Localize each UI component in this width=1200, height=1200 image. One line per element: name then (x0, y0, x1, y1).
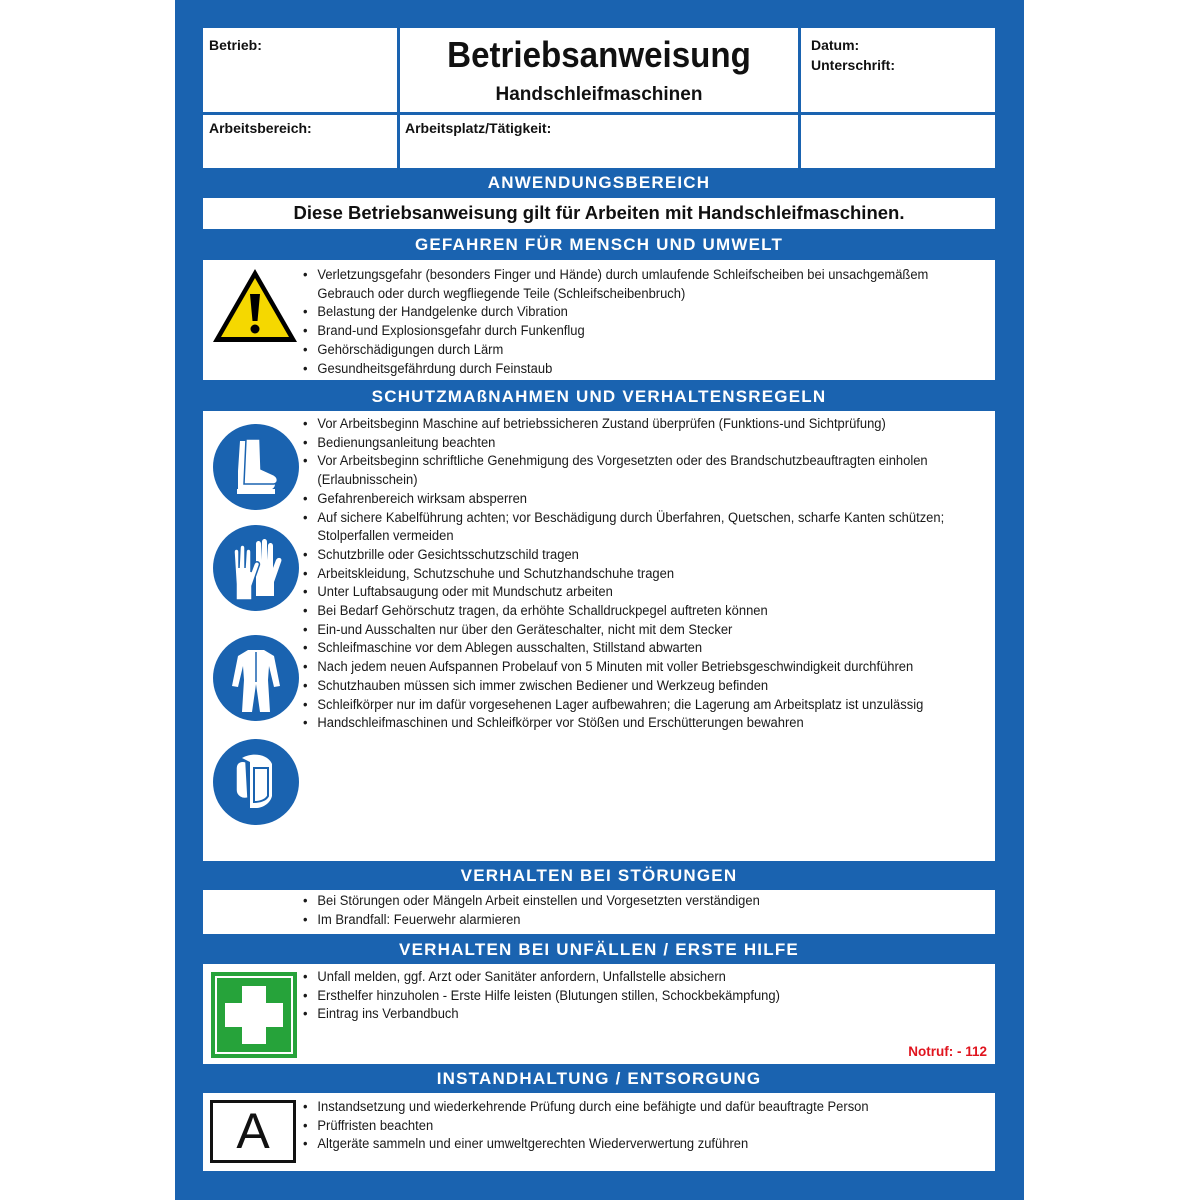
notruf-label: Notruf: - 112 (908, 1044, 987, 1059)
list-item: • Gesundheitsgefährdung durch Feinstaub (303, 360, 965, 379)
anwendungsbereich-text: Diese Betriebsanweisung gilt für Arbeiten mit Handschleifmaschinen. (293, 202, 905, 223)
warning-triangle-icon (210, 266, 300, 346)
gefahren-box (203, 260, 995, 380)
face-shield-icon (212, 738, 300, 826)
list-item: • Vor Arbeitsbeginn Maschine auf betriebssicheren Zustand überprüfen (Funktions-und Sichtprüfung) (303, 415, 965, 434)
anwendungsbereich-box (203, 198, 995, 229)
list-item: • Verletzungsgefahr (besonders Finger und Hände) durch umlaufende Schleifscheiben bei unsachgemäßem Gebrauch oder durch wegfliegende Teile (Schleifscheibenbruch) (303, 266, 980, 303)
list-item: • Auf sichere Kabelführung achten; vor Beschädigung durch Überfahren, Quetschen, scharfe Kanten schützen; Stolperfallen vermeiden (303, 509, 980, 546)
safety-boots-icon (212, 423, 300, 511)
instruction-sheet (175, 0, 1024, 1200)
list-item: • Unfall melden, ggf. Arzt oder Sanitäter anfordern, Unfallstelle absichern (303, 968, 965, 987)
instandhaltung-list (303, 1098, 993, 1154)
list-item: • Prüffristen beachten (303, 1117, 965, 1136)
list-item: • Altgeräte sammeln und einer umweltgerechten Wiederverwertung zuführen (303, 1135, 965, 1154)
arbeitsplatz-label: Arbeitsplatz/Tätigkeit: (405, 120, 552, 136)
page-title: Betriebsanweisung (447, 34, 751, 75)
list-item: • Bei Bedarf Gehörschutz tragen, da erhöhte Schalldruckpegel auftreten können (303, 602, 965, 621)
list-item: • Bei Störungen oder Mängeln Arbeit einstellen und Vorgesetzten verständigen (303, 892, 965, 911)
protective-gloves-icon (212, 524, 300, 612)
protective-suit-icon (212, 634, 300, 722)
list-item: • Instandsetzung und wiederkehrende Prüfung durch eine befähigte und dafür beauftragte Person (303, 1098, 965, 1117)
list-item: • Ersthelfer hinzuholen - Erste Hilfe leisten (Blutungen stillen, Schockbekämpfung) (303, 987, 965, 1006)
list-item: • Belastung der Handgelenke durch Vibration (303, 303, 965, 322)
first-aid-cross-icon (211, 972, 297, 1058)
title-cell (400, 28, 798, 112)
list-item: • Brand-und Explosionsgefahr durch Funkenflug (303, 322, 965, 341)
list-item: • Gefahrenbereich wirksam absperren (303, 490, 965, 509)
list-item: • Schutzbrille oder Gesichtsschutzschild tragen (303, 546, 965, 565)
list-item: • Nach jedem neuen Aufspannen Probelauf von 5 Minuten mit voller Betriebsgeschwindigkeit durchführen (303, 658, 965, 677)
schutz-box (203, 411, 995, 861)
unterschrift-label: Unterschrift: (811, 57, 896, 73)
list-item: • Unter Luftabsaugung oder mit Mundschutz arbeiten (303, 583, 965, 602)
list-item: • Schutzhauben müssen sich immer zwischen Bediener und Werkzeug befinden (303, 677, 965, 696)
list-item: • Im Brandfall: Feuerwehr alarmieren (303, 911, 965, 930)
unfaelle-box (203, 964, 995, 1064)
list-item: • Arbeitskleidung, Schutzschuhe und Schutzhandschuhe tragen (303, 565, 965, 584)
betrieb-label: Betrieb: (209, 37, 262, 53)
stoerungen-list (303, 892, 993, 929)
arbeitsbereich-label: Arbeitsbereich: (209, 120, 312, 136)
stoerungen-box (203, 890, 995, 934)
datum-cell (801, 28, 995, 112)
list-item: • Ein-und Ausschalten nur über den Geräteschalter, nicht mit dem Stecker (303, 621, 965, 640)
list-item: • Bedienungsanleitung beachten (303, 434, 965, 453)
disposal-class-letter: A (236, 1103, 270, 1159)
betrieb-cell (203, 28, 397, 112)
section-heading-stoerungen: VERHALTEN BEI STÖRUNGEN (460, 866, 738, 885)
arbeitsplatz-cell (400, 115, 798, 168)
schutz-list (303, 415, 993, 733)
list-item: • Handschleifmaschinen und Schleifkörper vor Stößen und Erschütterungen bewahren (303, 714, 965, 733)
list-item: • Gehörschädigungen durch Lärm (303, 341, 965, 360)
section-heading-gefahren: GEFAHREN FÜR MENSCH UND UMWELT (414, 235, 784, 254)
section-heading-unfaelle: VERHALTEN BEI UNFÄLLEN / ERSTE HILFE (399, 940, 799, 959)
list-item: • Schleifkörper nur im dafür vorgesehenen Lager aufbewahren; die Lagerung am Arbeitsplatz ist unzulässig (303, 696, 965, 715)
arbeitsbereich-cell (203, 115, 397, 168)
datum-label: Datum: (811, 37, 860, 53)
list-item: • Eintrag ins Verbandbuch (303, 1005, 965, 1024)
list-item: • Vor Arbeitsbeginn schriftliche Genehmigung des Vorgesetzten oder des Brandschutzbeauftragten einholen (Erlaubnisschein) (303, 452, 980, 489)
page-subtitle: Handschleifmaschinen (495, 84, 703, 105)
unfaelle-list (303, 968, 993, 1024)
section-heading-schutz: SCHUTZMAßNAHMEN UND VERHALTENSREGELN (371, 387, 827, 406)
section-heading-instandhaltung: INSTANDHALTUNG / ENTSORGUNG (436, 1069, 762, 1088)
gefahren-list (303, 266, 993, 378)
instandhaltung-box (203, 1093, 995, 1171)
list-item: • Schleifmaschine vor dem Ablegen ausschalten, Stillstand abwarten (303, 639, 965, 658)
section-heading-anwendungsbereich: ANWENDUNGSBEREICH (487, 173, 711, 192)
disposal-class-badge (210, 1100, 296, 1163)
empty-cell (801, 115, 995, 168)
